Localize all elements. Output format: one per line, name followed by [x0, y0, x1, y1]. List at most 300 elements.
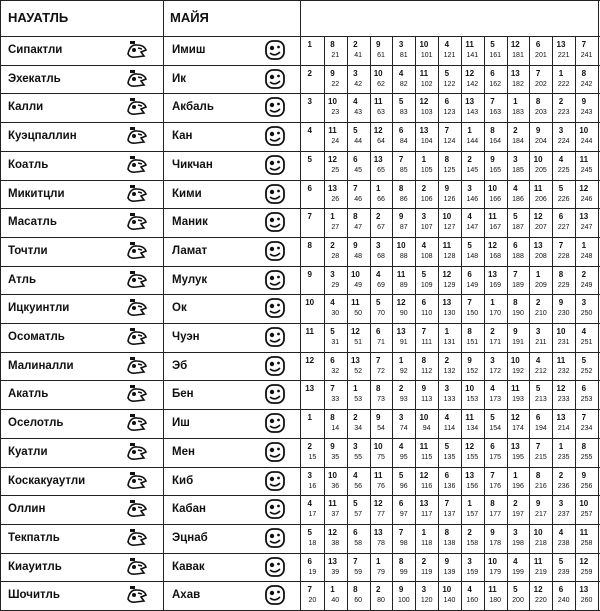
muluk-glyph-icon — [264, 270, 286, 290]
day-ordinal: 211 — [535, 339, 547, 346]
day-number: 3 — [330, 269, 335, 279]
day-number: 1 — [490, 298, 495, 308]
day-ordinal: 126 — [443, 195, 456, 203]
day-number: 6 — [330, 355, 335, 365]
nahuatl-day-name: Осоматль — [8, 331, 65, 343]
day-ordinal: 117 — [421, 511, 433, 519]
maya-day-name: Маник — [172, 216, 208, 229]
day-number: 4 — [558, 527, 564, 537]
day-number: 11 — [305, 327, 314, 336]
maya-day-name: Киб — [172, 474, 194, 487]
day-number: 1 — [307, 413, 312, 423]
deer-icon — [126, 212, 148, 232]
day-number: 2 — [513, 499, 518, 509]
day-ordinal: 204 — [535, 138, 547, 146]
day-ordinal: 228 — [557, 252, 570, 260]
day-number: 6 — [375, 327, 381, 336]
day-ordinal: 27 — [331, 224, 340, 232]
grid-column-divider — [324, 36, 325, 611]
kimi-glyph-icon — [264, 184, 286, 204]
nahuatl-day-name: Точтли — [8, 244, 48, 257]
day-ordinal: 140 — [443, 597, 456, 605]
day-number: 12 — [510, 40, 520, 49]
day-ordinal: 88 — [399, 252, 408, 260]
day-number: 13 — [579, 585, 589, 595]
day-number: 7 — [330, 384, 335, 394]
day-number: 8 — [307, 240, 312, 250]
nahuatl-day-name: Текпатль — [8, 531, 60, 544]
day-number: 11 — [533, 183, 543, 193]
nahuatl-day-name: Малиналли — [8, 359, 74, 372]
day-ordinal: 68 — [377, 252, 385, 260]
day-ordinal: 215 — [535, 453, 547, 461]
day-number: 7 — [353, 183, 358, 193]
day-number: 11 — [328, 499, 337, 509]
day-ordinal: 114 — [443, 425, 456, 433]
day-number: 9 — [330, 68, 335, 78]
day-number: 1 — [398, 355, 404, 365]
day-number: 9 — [535, 499, 541, 509]
day-ordinal: 255 — [580, 453, 593, 461]
day-number: 6 — [490, 441, 495, 451]
day-ordinal: 125 — [443, 166, 456, 174]
day-number: 5 — [353, 126, 358, 136]
day-number: 9 — [581, 470, 587, 480]
day-number: 13 — [533, 240, 543, 250]
day-ordinal: 65 — [377, 166, 385, 174]
day-number: 5 — [353, 499, 358, 509]
men-glyph-icon — [264, 442, 286, 462]
day-number: 13 — [396, 327, 406, 336]
day-ordinal: 187 — [512, 224, 524, 232]
ahaw-glyph-icon — [264, 585, 286, 605]
day-ordinal: 60 — [354, 597, 362, 605]
day-ordinal: 160 — [466, 597, 479, 605]
day-number: 2 — [398, 384, 404, 394]
day-number: 1 — [421, 154, 427, 164]
day-ordinal: 162 — [489, 80, 502, 88]
jaguar-icon — [126, 413, 148, 433]
ish-glyph-icon — [264, 413, 286, 433]
day-ordinal: 231 — [557, 339, 570, 346]
grid-column-divider — [461, 36, 462, 611]
day-number: 8 — [467, 327, 472, 336]
row-divider — [0, 581, 600, 582]
day-ordinal: 198 — [512, 539, 524, 547]
maya-day-name: Кавак — [172, 560, 205, 573]
day-number: 12 — [305, 355, 315, 365]
day-ordinal: 76 — [377, 482, 385, 490]
ok-glyph-icon — [264, 298, 286, 318]
day-ordinal: 259 — [580, 568, 593, 576]
manik-glyph-icon — [264, 212, 286, 232]
maya-day-name: Чикчан — [172, 158, 213, 171]
day-ordinal: 70 — [377, 310, 385, 318]
reed-icon — [126, 384, 148, 404]
day-number: 1 — [330, 585, 335, 595]
day-number: 4 — [513, 556, 518, 566]
day-number: 3 — [421, 585, 427, 595]
day-ordinal: 194 — [535, 425, 547, 433]
day-number: 13 — [328, 556, 337, 566]
day-ordinal: 93 — [399, 396, 408, 404]
day-number: 4 — [307, 499, 312, 509]
day-number: 11 — [419, 441, 429, 451]
grid-column-divider — [552, 36, 553, 611]
dog-icon — [126, 298, 148, 318]
day-ordinal: 159 — [466, 568, 479, 576]
nahuatl-day-name: Куэцпаллин — [8, 130, 77, 143]
day-number: 4 — [558, 154, 564, 164]
day-number: 6 — [307, 556, 312, 566]
day-ordinal: 107 — [420, 224, 433, 232]
day-number: 10 — [305, 298, 315, 308]
day-number: 6 — [444, 470, 450, 480]
day-number: 2 — [490, 327, 495, 336]
nahuatl-day-name: Шочитль — [8, 589, 60, 602]
day-ordinal: 97 — [399, 511, 408, 519]
day-ordinal: 105 — [420, 166, 433, 174]
day-number: 11 — [373, 470, 383, 480]
day-ordinal: 14 — [331, 425, 340, 433]
day-ordinal: 90 — [399, 310, 408, 318]
day-number: 2 — [353, 413, 358, 423]
day-number: 12 — [533, 212, 543, 222]
rabbit-icon — [126, 241, 148, 261]
nahuatl-day-name: Оселотль — [8, 417, 64, 430]
day-number: 12 — [579, 556, 589, 566]
day-number: 5 — [421, 269, 427, 279]
nahuatl-day-name: Микитцли — [8, 187, 65, 200]
day-ordinal: 206 — [535, 195, 547, 203]
day-ordinal: 19 — [308, 568, 317, 576]
day-ordinal: 59 — [354, 568, 362, 576]
day-number: 13 — [373, 527, 383, 537]
grid-column-divider — [507, 36, 508, 611]
water-icon — [126, 270, 148, 290]
day-ordinal: 118 — [421, 539, 433, 547]
day-number: 13 — [328, 183, 337, 193]
day-number: 3 — [353, 441, 358, 451]
day-number: 8 — [353, 212, 358, 222]
day-ordinal: 128 — [443, 252, 456, 260]
day-number: 4 — [375, 269, 381, 279]
day-number: 9 — [421, 384, 427, 394]
day-ordinal: 243 — [580, 109, 593, 117]
day-number: 6 — [535, 40, 541, 49]
maya-day-name: Ок — [172, 302, 187, 315]
day-ordinal: 102 — [420, 80, 433, 88]
day-ordinal: 226 — [557, 195, 570, 203]
day-ordinal: 151 — [466, 339, 479, 346]
day-ordinal: 207 — [535, 224, 547, 232]
row-divider — [0, 495, 600, 496]
day-number: 11 — [511, 384, 520, 394]
day-number: 10 — [556, 327, 566, 336]
day-number: 9 — [330, 441, 335, 451]
day-ordinal: 61 — [377, 52, 385, 59]
day-ordinal: 57 — [354, 511, 362, 519]
day-ordinal: 58 — [354, 539, 362, 547]
ik-glyph-icon — [264, 69, 286, 89]
day-number: 5 — [444, 441, 450, 451]
day-number: 7 — [444, 126, 450, 136]
day-ordinal: 149 — [466, 281, 479, 289]
day-ordinal: 26 — [331, 195, 340, 203]
day-ordinal: 99 — [399, 568, 408, 576]
day-number: 2 — [421, 183, 427, 193]
day-ordinal: 183 — [512, 109, 524, 117]
row-divider — [0, 65, 600, 66]
day-ordinal: 241 — [580, 52, 593, 59]
day-ordinal: 216 — [535, 482, 547, 490]
day-number: 13 — [556, 413, 566, 423]
eb-glyph-icon — [264, 356, 286, 376]
day-number: 8 — [330, 413, 335, 423]
day-number: 3 — [467, 183, 472, 193]
day-number: 3 — [375, 240, 381, 250]
grid-column-divider — [392, 36, 393, 611]
day-ordinal: 181 — [512, 52, 524, 59]
day-ordinal: 246 — [580, 195, 593, 203]
day-number: 9 — [513, 327, 518, 336]
day-ordinal: 50 — [354, 310, 362, 318]
day-number: 10 — [419, 40, 429, 49]
kaban-glyph-icon — [264, 499, 286, 519]
day-ordinal: 242 — [580, 80, 593, 88]
day-number: 5 — [558, 183, 564, 193]
day-ordinal: 63 — [377, 109, 385, 117]
day-ordinal: 197 — [512, 511, 524, 519]
row-divider — [0, 180, 600, 181]
day-number: 3 — [535, 327, 541, 336]
day-ordinal: 83 — [399, 109, 408, 117]
day-ordinal: 171 — [489, 339, 502, 346]
day-number: 2 — [467, 527, 472, 537]
day-ordinal: 115 — [421, 453, 433, 461]
day-ordinal: 136 — [443, 482, 456, 490]
day-number: 5 — [513, 585, 518, 595]
maya-day-name: Ик — [172, 72, 187, 85]
row-divider — [0, 352, 600, 353]
day-ordinal: 236 — [557, 482, 570, 490]
day-number: 3 — [421, 212, 427, 222]
day-number: 1 — [444, 327, 450, 336]
kib-glyph-icon — [264, 471, 286, 491]
day-ordinal: 141 — [466, 52, 479, 59]
day-number: 2 — [353, 40, 358, 49]
day-ordinal: 196 — [512, 482, 524, 490]
day-ordinal: 224 — [557, 138, 570, 146]
row-divider — [0, 208, 600, 209]
day-ordinal: 129 — [443, 281, 456, 289]
wind-icon — [126, 69, 148, 89]
day-ordinal: 221 — [557, 52, 570, 59]
day-number: 5 — [558, 556, 564, 566]
day-number: 13 — [465, 97, 475, 107]
day-number: 4 — [467, 212, 472, 222]
day-ordinal: 37 — [331, 511, 340, 519]
day-ordinal: 123 — [443, 109, 456, 117]
day-ordinal: 48 — [354, 252, 362, 260]
day-number: 1 — [375, 183, 381, 193]
day-number: 13 — [510, 441, 520, 451]
grid-column-divider — [370, 36, 371, 611]
day-number: 9 — [467, 355, 472, 365]
day-ordinal: 193 — [512, 396, 524, 404]
column-divider-nahuatl-maya — [163, 0, 164, 611]
day-number: 5 — [375, 298, 381, 308]
day-number: 3 — [444, 384, 450, 394]
day-ordinal: 85 — [399, 166, 408, 174]
day-number: 11 — [373, 97, 383, 107]
maya-day-name: Иш — [172, 417, 190, 430]
day-ordinal: 109 — [420, 281, 433, 289]
row-divider — [0, 237, 600, 238]
day-ordinal: 112 — [421, 367, 433, 375]
day-number: 7 — [307, 212, 312, 222]
day-ordinal: 135 — [443, 453, 456, 461]
day-ordinal: 251 — [580, 339, 593, 346]
day-ordinal: 23 — [331, 109, 340, 117]
day-number: 6 — [513, 240, 518, 250]
day-ordinal: 153 — [466, 396, 479, 404]
day-ordinal: 217 — [535, 511, 547, 519]
day-number: 1 — [421, 527, 427, 537]
day-ordinal: 188 — [512, 252, 524, 260]
day-ordinal: 212 — [535, 367, 547, 375]
day-number: 6 — [421, 298, 427, 308]
day-ordinal: 21 — [331, 52, 340, 59]
day-number: 4 — [330, 298, 335, 308]
day-ordinal: 210 — [535, 310, 547, 318]
day-ordinal: 203 — [535, 109, 547, 117]
day-ordinal: 177 — [489, 511, 502, 519]
day-number: 8 — [353, 585, 358, 595]
day-ordinal: 67 — [377, 224, 385, 232]
day-ordinal: 163 — [489, 109, 502, 117]
grid-column-divider — [347, 36, 348, 611]
day-number: 9 — [444, 556, 450, 566]
day-number: 1 — [513, 470, 518, 480]
day-ordinal: 219 — [535, 568, 547, 576]
day-number: 2 — [330, 240, 335, 250]
maya-day-name: Ламат — [172, 244, 208, 257]
flint-icon — [126, 528, 148, 548]
day-number: 2 — [535, 298, 541, 308]
day-number: 6 — [307, 183, 312, 193]
day-number: 2 — [467, 154, 472, 164]
day-number: 9 — [490, 154, 495, 164]
maya-day-name: Эцнаб — [172, 531, 208, 544]
akbal-glyph-icon — [264, 97, 286, 117]
day-ordinal: 31 — [331, 339, 340, 346]
day-ordinal: 39 — [331, 568, 340, 576]
day-number: 12 — [396, 298, 406, 308]
day-ordinal: 22 — [331, 80, 340, 88]
day-ordinal: 72 — [377, 367, 385, 375]
day-number: 6 — [490, 68, 495, 78]
day-ordinal: 225 — [557, 166, 570, 174]
grid-column-divider — [529, 36, 530, 611]
day-ordinal: 101 — [420, 52, 433, 59]
day-ordinal: 38 — [331, 539, 340, 547]
day-ordinal: 247 — [580, 224, 593, 232]
day-ordinal: 200 — [512, 597, 524, 605]
day-ordinal: 170 — [489, 310, 502, 318]
day-ordinal: 244 — [580, 138, 593, 146]
day-number: 13 — [556, 40, 566, 49]
row-divider — [0, 266, 600, 267]
day-number: 1 — [558, 68, 564, 78]
day-number: 5 — [467, 240, 472, 250]
day-ordinal: 41 — [354, 52, 362, 59]
day-number: 8 — [444, 527, 450, 537]
day-ordinal: 186 — [512, 195, 524, 203]
day-ordinal: 232 — [557, 367, 570, 375]
day-number: 8 — [513, 298, 518, 308]
day-number: 10 — [442, 585, 452, 595]
day-ordinal: 98 — [399, 539, 408, 547]
day-number: 3 — [307, 470, 312, 480]
day-ordinal: 127 — [443, 224, 456, 232]
day-number: 7 — [513, 269, 518, 279]
day-ordinal: 75 — [377, 453, 385, 461]
day-ordinal: 235 — [557, 453, 570, 461]
day-number: 9 — [398, 212, 404, 222]
day-number: 8 — [398, 556, 404, 566]
day-ordinal: 154 — [489, 425, 502, 433]
day-ordinal: 176 — [489, 482, 502, 490]
table-left-border — [0, 0, 1, 611]
day-number: 8 — [535, 97, 541, 107]
day-number: 3 — [307, 97, 312, 107]
row-divider — [0, 553, 600, 554]
day-number: 5 — [330, 327, 335, 336]
day-number: 5 — [490, 413, 495, 423]
maya-day-name: Кан — [172, 130, 193, 143]
day-ordinal: 218 — [535, 539, 547, 547]
day-ordinal: 144 — [466, 138, 479, 146]
day-number: 10 — [510, 355, 520, 365]
day-number: 10 — [373, 68, 383, 78]
day-ordinal: 189 — [512, 281, 524, 289]
day-ordinal: 199 — [512, 568, 524, 576]
day-number: 1 — [330, 212, 335, 222]
row-divider — [0, 380, 600, 381]
kawak-glyph-icon — [264, 557, 286, 577]
day-ordinal: 79 — [377, 568, 385, 576]
day-number: 9 — [375, 413, 381, 423]
day-number: 5 — [444, 68, 450, 78]
maya-day-name: Мен — [172, 445, 195, 458]
grid-column-divider — [484, 36, 485, 611]
day-ordinal: 43 — [354, 109, 362, 117]
day-ordinal: 87 — [399, 224, 408, 232]
day-number: 4 — [444, 413, 450, 423]
day-ordinal: 155 — [466, 453, 479, 461]
day-ordinal: 165 — [489, 166, 502, 174]
day-ordinal: 148 — [466, 252, 479, 260]
day-number: 13 — [579, 212, 589, 222]
day-ordinal: 91 — [399, 339, 408, 346]
day-ordinal: 47 — [354, 224, 362, 232]
maya-day-name: Мулук — [172, 273, 208, 286]
day-number: 5 — [307, 527, 312, 537]
day-number: 10 — [579, 126, 589, 136]
day-number: 11 — [579, 527, 589, 537]
day-ordinal: 150 — [466, 310, 479, 318]
